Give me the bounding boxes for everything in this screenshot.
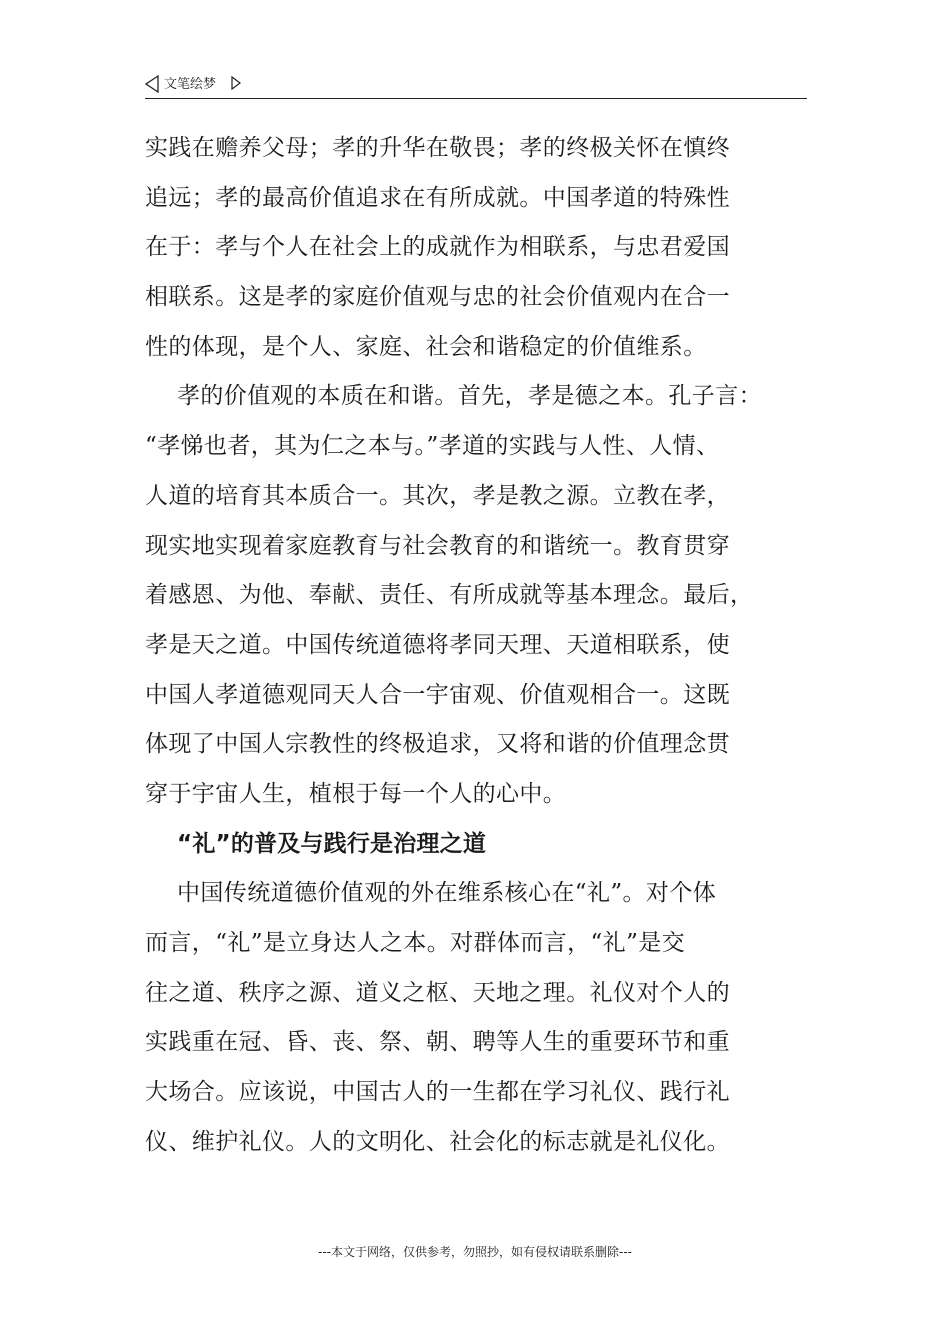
body-line: 往之道、秩序之源、道义之枢、天地之理。礼仪对个人的	[145, 979, 730, 1006]
paragraph-start-line: 中国传统道德价值观的外在维系核心在“礼”。对个体	[177, 880, 717, 907]
body-line: 在于：孝与个人在社会上的成就作为相联系，与忠君爱国	[145, 234, 730, 261]
body-line: 体现了中国人宗教性的终极追求，又将和谐的价值理念贯	[145, 731, 730, 758]
body-line: 人道的培育其本质合一。其次，孝是教之源。立教在孝，	[145, 482, 730, 509]
section-heading: “礼”的普及与践行是治理之道	[177, 830, 487, 857]
body-line: 追远；孝的最高价值追求在有所成就。中国孝道的特殊性	[145, 184, 730, 211]
body-line: 着感恩、为他、奉献、责任、有所成就等基本理念。最后，	[145, 582, 754, 609]
body-line: “孝悌也者，其为仁之本与。”孝道的实践与人性、人情、	[145, 433, 720, 460]
body-line: 性的体现，是个人、家庭、社会和谐稳定的价值维系。	[145, 333, 707, 360]
body-line: 相联系。这是孝的家庭价值观与忠的社会价值观内在合一	[145, 284, 730, 311]
body-line: 中国人孝道德观同天人合一宇宙观、价值观相合一。这既	[145, 681, 730, 708]
body-line: 现实地实现着家庭教育与社会教育的和谐统一。教育贯穿	[145, 532, 730, 559]
body-line: 穿于宇宙人生，植根于每一个人的心中。	[145, 780, 567, 807]
paragraph-start-line: 孝的价值观的本质在和谐。首先，孝是德之本。孔子言：	[177, 383, 762, 410]
body-line: 实践在赡养父母；孝的升华在敬畏；孝的终极关怀在慎终	[145, 135, 730, 161]
triangle-right-icon	[231, 76, 241, 90]
page-header	[145, 74, 807, 99]
body-line: 而言，“礼”是立身达人之本。对群体而言，“礼”是交	[145, 930, 686, 956]
header-title: 文笔绘梦	[164, 77, 217, 92]
body-line: 实践重在冠、昏、丧、祭、朝、聘等人生的重要环节和重	[145, 1029, 730, 1056]
body-line: 大场合。应该说，中国古人的一生都在学习礼仪、践行礼	[145, 1079, 730, 1106]
body-line: 仪、维护礼仪。人的文明化、社会化的标志就是礼仪化。	[145, 1128, 730, 1155]
triangle-left-icon	[145, 75, 159, 93]
footer-disclaimer: ---本文于网络，仅供参考，勿照抄，如有侵权请联系删除---	[318, 1245, 632, 1259]
body-line: 孝是天之道。中国传统道德将孝同天理、天道相联系，使	[145, 631, 730, 658]
document-body	[145, 124, 815, 1167]
